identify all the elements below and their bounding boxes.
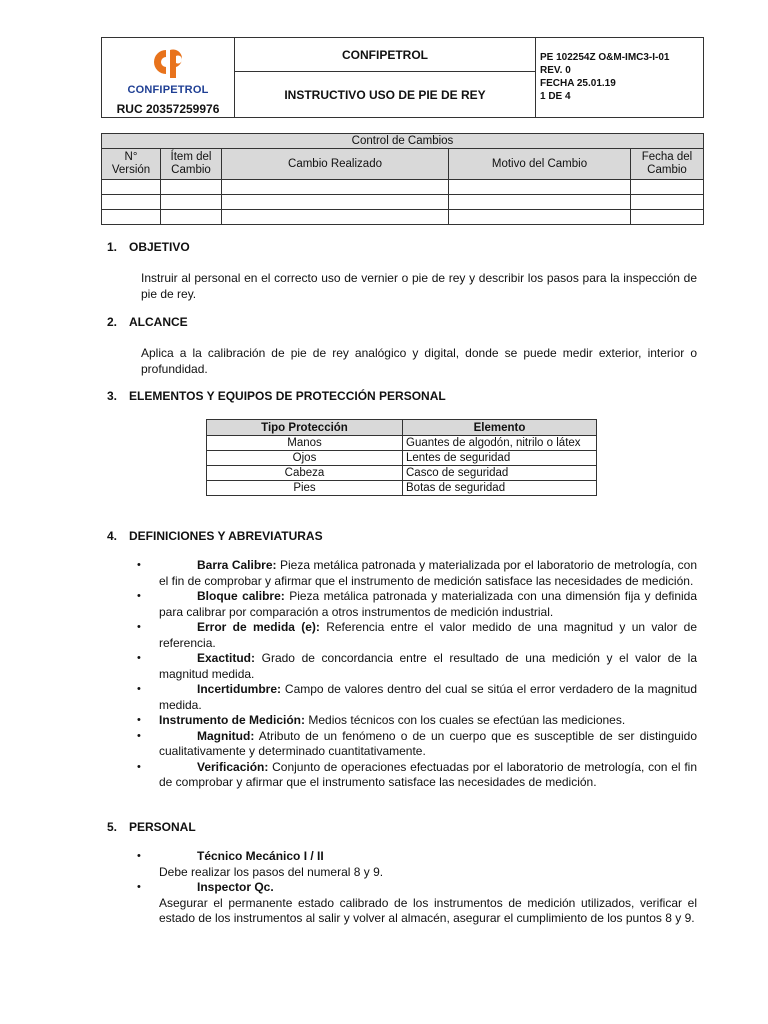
list-item (137, 620, 697, 651)
table-row (207, 466, 597, 481)
table-cell (631, 210, 704, 225)
section-number: 3. (107, 389, 118, 403)
list-item (137, 880, 697, 927)
section-title: OBJETIVO (129, 240, 190, 254)
personnel-duty: Debe realizar los pasos del numeral 8 y 9. (159, 864, 384, 879)
definition-term: Incertidumbre: (197, 682, 282, 696)
table-cell (222, 180, 449, 195)
definition-text: Medios técnicos con los cuales se efectúan las mediciones. (305, 713, 626, 727)
list-item (137, 849, 697, 880)
section-heading-alcance (107, 315, 188, 329)
change-control-caption: Control de Cambios (102, 134, 704, 149)
section-heading-definiciones (107, 529, 323, 543)
table-cell (449, 195, 631, 210)
bullet-icon: • (137, 621, 141, 633)
section-title: ELEMENTOS Y EQUIPOS DE PROTECCIÓN PERSONAL (129, 389, 446, 403)
table-row (207, 436, 597, 451)
definition-term: Verificación: (197, 759, 269, 774)
company-name: CONFIPETROL (235, 38, 535, 72)
table-cell (631, 180, 704, 195)
section-number: 5. (107, 820, 118, 834)
document-code: PE 102254Z O&M-IMC3-I-01 (540, 52, 670, 63)
bullet-icon: • (137, 729, 141, 742)
ppe-type: Pies (207, 481, 403, 496)
section-body-alcance: Aplica a la calibración de pie de rey analógico y digital, donde se puede medir exterior, interior o profundidad. (141, 346, 697, 376)
bullet-icon: • (137, 683, 141, 695)
document-revision: REV. 0 (540, 65, 571, 76)
ppe-type: Manos (207, 436, 403, 451)
table-row (102, 210, 704, 225)
column-header: Fecha del Cambio (631, 149, 704, 180)
table-row (207, 451, 597, 466)
logo-wordmark: CONFIPETROL (127, 84, 209, 96)
table-cell (161, 210, 222, 225)
table-cell (449, 210, 631, 225)
table-cell (222, 195, 449, 210)
ruc-number: RUC 20357259976 (116, 102, 220, 116)
personnel-duty: Asegurar el permanente estado calibrado de los instrumentos de medición utilizados, verificar el estado de los instrumentos al salir y volver al almacén, asegurar el cumplimiento de los puntos 8 y 9. (159, 895, 697, 925)
table-cell (449, 180, 631, 195)
definition-term: Exactitud: (197, 651, 256, 665)
list-item (137, 682, 697, 713)
definition-term: Barra Calibre: (197, 558, 277, 572)
table-cell (161, 180, 222, 195)
definition-term: Magnitud: (197, 728, 255, 743)
table-cell (161, 195, 222, 210)
table-cell (102, 180, 161, 195)
list-item (137, 759, 697, 791)
ppe-type: Ojos (207, 451, 403, 466)
column-header: Cambio Realizado (222, 149, 449, 180)
change-control-table (101, 133, 704, 225)
definition-text: Conjunto de operaciones efectuadas por el laboratorio de metrología, con el fin de comprobar y afirmar que el instrumento satisface las necesidades de medición. (159, 759, 697, 789)
ppe-table (206, 419, 597, 496)
personnel-role: Inspector Qc. (197, 880, 274, 894)
ppe-element: Botas de seguridad (403, 481, 597, 496)
document-page-number: 1 DE 4 (540, 91, 571, 102)
definition-text: Grado de concordancia entre el resultado de una medición y el valor de la magnitud medida. (159, 651, 697, 681)
column-header: Ítem del Cambio (161, 149, 222, 180)
definition-text: Campo de valores dentro del cual se sitúa el error verdadero de la magnitud medida. (159, 682, 697, 712)
bullet-icon: • (137, 714, 141, 726)
table-cell (102, 210, 161, 225)
definitions-list (137, 558, 697, 791)
section-title: ALCANCE (129, 315, 188, 329)
logo-cell (102, 38, 235, 117)
bullet-icon: • (137, 881, 141, 893)
section-title: DEFINICIONES Y ABREVIATURAS (129, 529, 323, 543)
document-header (101, 37, 704, 118)
section-heading-personal (107, 820, 196, 834)
definition-text: Atributo de un fenómeno o de un cuerpo que es susceptible de ser distinguido cualitativamente y determinado cuantitativamente. (159, 728, 697, 758)
section-number: 4. (107, 529, 118, 543)
section-title: PERSONAL (129, 820, 196, 834)
ppe-element: Guantes de algodón, nitrilo o látex (403, 436, 597, 451)
list-item (137, 651, 697, 682)
personnel-role: Técnico Mecánico I / II (197, 849, 324, 863)
list-item (137, 589, 697, 620)
section-heading-epp (107, 389, 446, 403)
column-header: N° Versión (102, 149, 161, 180)
bullet-icon: • (137, 559, 141, 571)
definition-term: Instrumento de Medición: (159, 713, 306, 727)
column-header: Elemento (403, 420, 597, 436)
definition-text: Pieza metálica patronada y materializada por el laboratorio de metrología, con el fin de comprobar y afirmar que el instrumento de medición satisface las necesidades de medición. (159, 558, 697, 588)
bullet-icon: • (137, 590, 141, 602)
confipetrol-logo-icon (146, 46, 190, 78)
list-item (137, 713, 697, 729)
title-cell (235, 38, 536, 117)
list-item (137, 728, 697, 760)
table-row (102, 195, 704, 210)
section-number: 2. (107, 315, 118, 329)
document-code-cell (536, 38, 704, 117)
ppe-element: Lentes de seguridad (403, 451, 597, 466)
definition-text: Referencia entre el valor medido de una magnitud y un valor de referencia. (159, 620, 697, 650)
table-cell (631, 195, 704, 210)
column-header: Tipo Protección (207, 420, 403, 436)
document-date: FECHA 25.01.19 (540, 78, 616, 89)
section-body-objetivo: Instruir al personal en el correcto uso de vernier o pie de rey y describir los pasos para la inspección de pie de rey. (141, 271, 697, 301)
document-title: INSTRUCTIVO USO DE PIE DE REY (284, 88, 486, 102)
bullet-icon: • (137, 760, 141, 773)
definition-text: Pieza metálica patronada y materializada con una dimensión fija y definida para calibrar por comparación a otros instrumentos de medición industrial. (159, 589, 697, 619)
bullet-icon: • (137, 652, 141, 664)
ppe-element: Casco de seguridad (403, 466, 597, 481)
list-item (137, 558, 697, 589)
section-heading-objetivo (107, 240, 190, 254)
table-row (102, 180, 704, 195)
personnel-list (137, 849, 697, 927)
table-cell (222, 210, 449, 225)
table-row (207, 481, 597, 496)
table-cell (102, 195, 161, 210)
ppe-type: Cabeza (207, 466, 403, 481)
definition-term: Bloque calibre: (197, 589, 285, 603)
definition-term: Error de medida (e): (197, 620, 320, 634)
bullet-icon: • (137, 850, 141, 862)
column-header: Motivo del Cambio (449, 149, 631, 180)
section-number: 1. (107, 240, 118, 254)
